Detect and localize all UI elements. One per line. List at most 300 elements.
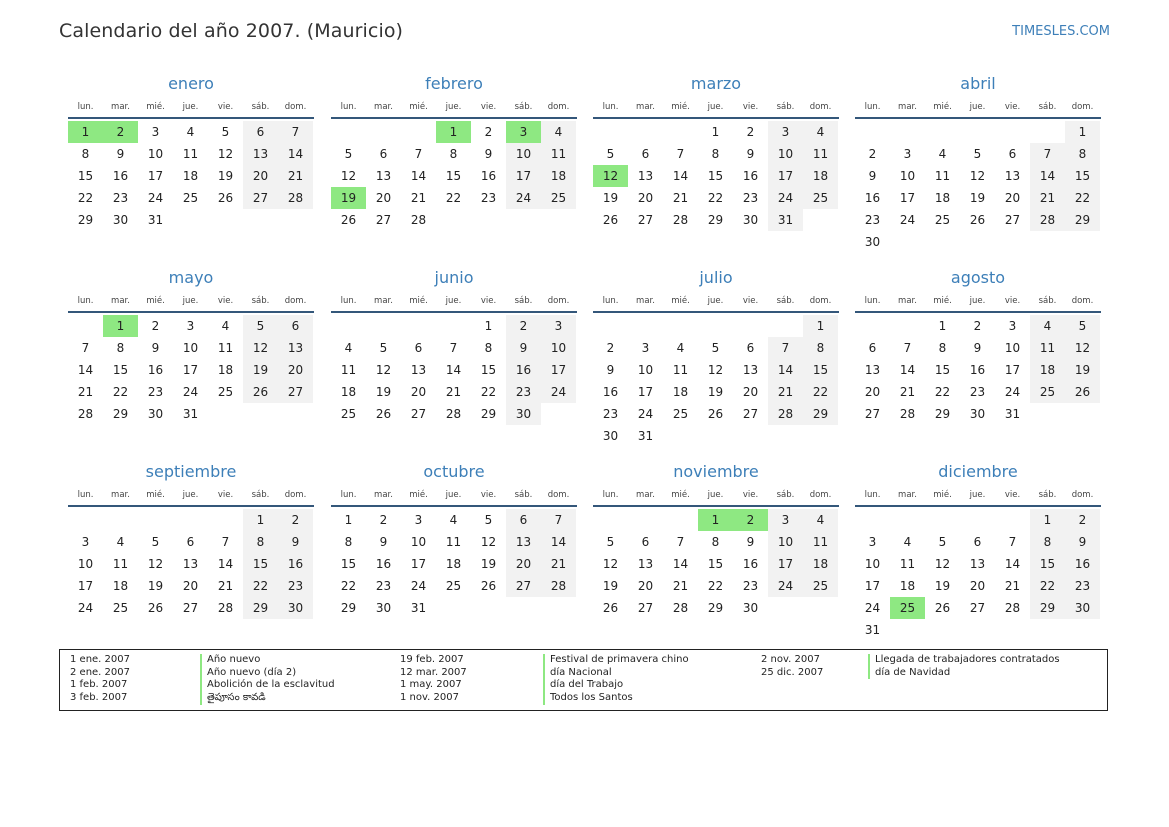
- day-cell: 12: [243, 337, 278, 359]
- day-cell: 8: [449, 147, 458, 161]
- day-grid: [593, 121, 839, 253]
- day-cell: 18: [672, 385, 689, 399]
- day-cell: 4: [116, 535, 125, 549]
- legend-holiday-name: Abolición de la esclavitud: [200, 679, 335, 692]
- day-cell: 17: [541, 359, 576, 381]
- day-cell: 30: [742, 213, 759, 227]
- weekday-label: mar.: [898, 296, 917, 306]
- day-cell: 24: [637, 407, 654, 421]
- month-febrero: [331, 73, 577, 253]
- day-cell: 23: [864, 213, 881, 227]
- day-cell: 29: [480, 407, 497, 421]
- weekday-label: mié.: [671, 490, 690, 500]
- weekday-label: sáb.: [251, 102, 270, 112]
- weekday-label: jue.: [182, 490, 199, 500]
- weekday-header: [68, 485, 314, 507]
- day-cell: 9: [746, 147, 755, 161]
- day-cell: 3: [868, 535, 877, 549]
- weekday-label: jue.: [182, 296, 199, 306]
- legend-dates-col-1: [70, 654, 130, 705]
- day-cell: 6: [186, 535, 195, 549]
- weekday-label: lun.: [340, 490, 357, 500]
- weekday-label: jue.: [445, 296, 462, 306]
- day-cell: 24: [768, 575, 803, 597]
- day-cell: 23: [602, 407, 619, 421]
- day-cell: 25: [803, 187, 838, 209]
- day-cell: 9: [973, 341, 982, 355]
- day-cell: 5: [711, 341, 720, 355]
- month-name: septiembre: [145, 462, 237, 481]
- day-cell: 5: [243, 315, 278, 337]
- day-cell: 20: [278, 359, 313, 381]
- day-cell: 25: [445, 579, 462, 593]
- weekday-label: vie.: [480, 490, 497, 500]
- day-cell: 16: [864, 191, 881, 205]
- day-cell: 2: [484, 125, 493, 139]
- day-cell: 10: [768, 531, 803, 553]
- day-cell: 21: [1004, 579, 1021, 593]
- day-cell: 28: [899, 407, 916, 421]
- weekday-label: mié.: [933, 102, 952, 112]
- day-cell: 6: [641, 147, 650, 161]
- day-cell: 25: [541, 187, 576, 209]
- day-cell: 1: [1030, 509, 1065, 531]
- day-cell: 19: [480, 557, 497, 571]
- weekday-label: mié.: [146, 490, 165, 500]
- day-cell: 22: [480, 385, 497, 399]
- day-cell: 29: [1030, 597, 1065, 619]
- weekday-header: [855, 97, 1101, 119]
- day-cell: 17: [182, 363, 199, 377]
- day-cell: 23: [147, 385, 164, 399]
- weekday-label: vie.: [217, 102, 234, 112]
- day-cell: 9: [1065, 531, 1100, 553]
- day-cell: 17: [637, 385, 654, 399]
- day-cell: 23: [278, 575, 313, 597]
- day-cell: 16: [969, 363, 986, 377]
- day-cell: 19: [707, 385, 724, 399]
- day-cell: 25: [934, 213, 951, 227]
- day-cell: 1: [803, 315, 838, 337]
- day-cell: 20: [637, 191, 654, 205]
- day-cell: 12: [934, 557, 951, 571]
- day-cell: 27: [637, 601, 654, 615]
- day-cell: 10: [1004, 341, 1021, 355]
- day-cell: 29: [934, 407, 951, 421]
- day-cell: 5: [606, 535, 615, 549]
- day-cell: 23: [1065, 575, 1100, 597]
- legend-holiday-name: Llegada de trabajadores contratados: [868, 654, 1060, 667]
- day-cell: 8: [243, 531, 278, 553]
- legend-holiday-name: día del Trabajo: [543, 679, 689, 692]
- day-cell: 20: [637, 579, 654, 593]
- weekday-label: mié.: [933, 296, 952, 306]
- legend-date: 2 ene. 2007: [70, 666, 130, 678]
- legend-holiday-name: తైపూసం కావడి: [200, 692, 335, 705]
- weekday-header: [593, 97, 839, 119]
- weekday-label: mar.: [636, 296, 655, 306]
- day-cell: 15: [243, 553, 278, 575]
- weekday-label: vie.: [217, 296, 234, 306]
- weekday-label: dom.: [809, 102, 832, 112]
- day-cell: 8: [803, 337, 838, 359]
- day-cell: 7: [278, 121, 313, 143]
- day-cell: 27: [506, 575, 541, 597]
- month-julio: [593, 267, 839, 447]
- weekday-label: lun.: [602, 102, 619, 112]
- day-cell: 12: [340, 169, 357, 183]
- day-cell: 25: [112, 601, 129, 615]
- month-enero: [68, 73, 314, 253]
- day-cell: 29: [707, 601, 724, 615]
- day-cell: 12: [217, 147, 234, 161]
- page-title: Calendario del año 2007. (Mauricio): [59, 20, 404, 42]
- day-cell: 4: [541, 121, 576, 143]
- weekday-header: [855, 291, 1101, 313]
- weekday-label: lun.: [602, 490, 619, 500]
- weekday-label: sáb.: [514, 490, 533, 500]
- weekday-label: mié.: [933, 490, 952, 500]
- day-cell: 10: [637, 363, 654, 377]
- day-cell: 10: [410, 535, 427, 549]
- holiday-day-cell: 3: [506, 121, 541, 143]
- day-cell: 9: [379, 535, 388, 549]
- holiday-day-cell: 19: [331, 187, 366, 209]
- weekday-label: lun.: [77, 296, 94, 306]
- day-cell: 29: [112, 407, 129, 421]
- day-cell: 20: [375, 191, 392, 205]
- day-cell: 30: [742, 601, 759, 615]
- legend-holiday-name: día Nacional: [543, 667, 689, 680]
- weekday-label: sáb.: [514, 102, 533, 112]
- day-cell: 26: [707, 407, 724, 421]
- day-cell: 21: [672, 191, 689, 205]
- weekday-label: sáb.: [251, 490, 270, 500]
- day-cell: 28: [768, 403, 803, 425]
- day-cell: 2: [746, 125, 755, 139]
- day-cell: 13: [506, 531, 541, 553]
- day-cell: 22: [803, 381, 838, 403]
- day-cell: 14: [672, 169, 689, 183]
- day-cell: 4: [903, 535, 912, 549]
- holiday-day-cell: 12: [593, 165, 628, 187]
- day-cell: 1: [711, 125, 720, 139]
- month-junio: [331, 267, 577, 447]
- legend-names-col-1: [200, 654, 335, 705]
- weekday-label: dom.: [547, 102, 570, 112]
- day-cell: 15: [934, 363, 951, 377]
- day-cell: 7: [541, 509, 576, 531]
- day-cell: 31: [410, 601, 427, 615]
- day-cell: 26: [243, 381, 278, 403]
- day-cell: 30: [375, 601, 392, 615]
- day-cell: 16: [112, 169, 129, 183]
- day-cell: 23: [742, 191, 759, 205]
- day-cell: 11: [672, 363, 689, 377]
- weekday-label: jue.: [707, 102, 724, 112]
- day-cell: 4: [221, 319, 230, 333]
- day-cell: 16: [602, 385, 619, 399]
- day-cell: 9: [151, 341, 160, 355]
- weekday-label: mié.: [146, 102, 165, 112]
- day-cell: 7: [1030, 143, 1065, 165]
- day-cell: 8: [344, 535, 353, 549]
- day-cell: 7: [81, 341, 90, 355]
- day-cell: 18: [541, 165, 576, 187]
- day-cell: 15: [480, 363, 497, 377]
- day-cell: 20: [182, 579, 199, 593]
- day-cell: 2: [506, 315, 541, 337]
- legend-date: 1 nov. 2007: [400, 692, 459, 704]
- day-cell: 10: [768, 143, 803, 165]
- day-cell: 30: [1065, 597, 1100, 619]
- day-cell: 23: [112, 191, 129, 205]
- day-cell: 5: [606, 147, 615, 161]
- weekday-label: vie.: [1004, 102, 1021, 112]
- day-cell: 27: [243, 187, 278, 209]
- day-cell: 13: [637, 169, 654, 183]
- legend-date: 3 feb. 2007: [70, 692, 128, 704]
- day-grid: [855, 509, 1101, 641]
- day-cell: 20: [864, 385, 881, 399]
- day-cell: 22: [77, 191, 94, 205]
- day-cell: 19: [147, 579, 164, 593]
- day-cell: 18: [112, 579, 129, 593]
- day-cell: 26: [147, 601, 164, 615]
- day-cell: 29: [243, 597, 278, 619]
- day-cell: 5: [221, 125, 230, 139]
- weekday-label: mar.: [374, 102, 393, 112]
- weekday-label: jue.: [445, 102, 462, 112]
- weekday-header: [855, 485, 1101, 507]
- day-cell: 8: [938, 341, 947, 355]
- weekday-label: dom.: [1071, 490, 1094, 500]
- day-cell: 15: [707, 557, 724, 571]
- day-cell: 4: [449, 513, 458, 527]
- day-cell: 17: [1004, 363, 1021, 377]
- day-cell: 10: [541, 337, 576, 359]
- day-cell: 21: [278, 165, 313, 187]
- day-cell: 15: [1030, 553, 1065, 575]
- day-cell: 23: [506, 381, 541, 403]
- day-cell: 19: [375, 385, 392, 399]
- day-cell: 3: [903, 147, 912, 161]
- month-septiembre: [68, 461, 314, 641]
- day-cell: 11: [217, 341, 234, 355]
- legend-date: 2 nov. 2007: [761, 654, 820, 665]
- day-cell: 12: [602, 557, 619, 571]
- holiday-day-cell: 1: [103, 315, 138, 337]
- day-cell: 9: [278, 531, 313, 553]
- brand-link[interactable]: TIMESLES.COM: [1012, 24, 1110, 39]
- day-grid: [593, 315, 839, 447]
- month-octubre: [331, 461, 577, 641]
- weekday-header: [331, 291, 577, 313]
- day-cell: 24: [506, 187, 541, 209]
- month-abril: [855, 73, 1101, 253]
- weekday-label: dom.: [809, 490, 832, 500]
- day-cell: 3: [768, 509, 803, 531]
- legend-holiday-name: Festival de primavera chino: [543, 654, 689, 667]
- month-name: febrero: [425, 74, 483, 93]
- weekday-label: vie.: [742, 102, 759, 112]
- day-grid: [331, 121, 577, 253]
- weekday-label: lun.: [864, 102, 881, 112]
- day-cell: 13: [864, 363, 881, 377]
- weekday-header: [331, 485, 577, 507]
- day-cell: 21: [217, 579, 234, 593]
- day-cell: 3: [641, 341, 650, 355]
- day-cell: 21: [541, 553, 576, 575]
- day-cell: 8: [81, 147, 90, 161]
- day-cell: 9: [606, 363, 615, 377]
- day-cell: 10: [864, 557, 881, 571]
- day-cell: 11: [899, 557, 916, 571]
- day-cell: 28: [410, 213, 427, 227]
- day-cell: 9: [116, 147, 125, 161]
- day-cell: 24: [899, 213, 916, 227]
- day-cell: 18: [340, 385, 357, 399]
- day-cell: 30: [278, 597, 313, 619]
- legend-holiday-name: Año nuevo (día 2): [200, 667, 335, 680]
- day-cell: 9: [484, 147, 493, 161]
- day-cell: 19: [602, 579, 619, 593]
- day-cell: 4: [344, 341, 353, 355]
- day-cell: 28: [217, 601, 234, 615]
- weekday-label: mié.: [409, 102, 428, 112]
- weekday-label: dom.: [1071, 102, 1094, 112]
- day-cell: 19: [217, 169, 234, 183]
- weekday-label: vie.: [480, 102, 497, 112]
- month-noviembre: [593, 461, 839, 641]
- weekday-label: jue.: [969, 490, 986, 500]
- day-cell: 10: [147, 147, 164, 161]
- day-cell: 14: [77, 363, 94, 377]
- legend-names-col-2: [543, 654, 689, 705]
- legend-holiday-name: día de Navidad: [868, 667, 1060, 680]
- day-cell: 6: [1008, 147, 1017, 161]
- day-cell: 24: [864, 601, 881, 615]
- day-cell: 27: [1004, 213, 1021, 227]
- weekday-header: [331, 97, 577, 119]
- day-cell: 11: [803, 531, 838, 553]
- weekday-label: sáb.: [251, 296, 270, 306]
- day-cell: 6: [278, 315, 313, 337]
- legend-dates-col-3: [761, 654, 823, 679]
- holiday-day-cell: 1: [436, 121, 471, 143]
- day-cell: 24: [1004, 385, 1021, 399]
- day-cell: 6: [379, 147, 388, 161]
- day-cell: 13: [410, 363, 427, 377]
- weekday-label: lun.: [864, 296, 881, 306]
- day-cell: 25: [182, 191, 199, 205]
- day-cell: 7: [414, 147, 423, 161]
- day-cell: 4: [186, 125, 195, 139]
- day-cell: 30: [602, 429, 619, 443]
- day-cell: 28: [1030, 209, 1065, 231]
- day-cell: 1: [1065, 121, 1100, 143]
- weekday-label: sáb.: [776, 296, 795, 306]
- day-cell: 17: [147, 169, 164, 183]
- legend-date: 1 feb. 2007: [70, 679, 128, 691]
- day-cell: 3: [186, 319, 195, 333]
- month-name: junio: [434, 268, 474, 287]
- weekday-label: dom.: [809, 296, 832, 306]
- day-cell: 21: [410, 191, 427, 205]
- day-cell: 3: [541, 315, 576, 337]
- day-cell: 15: [803, 359, 838, 381]
- weekday-label: mar.: [898, 102, 917, 112]
- day-cell: 2: [151, 319, 160, 333]
- day-cell: 11: [541, 143, 576, 165]
- day-cell: 19: [969, 191, 986, 205]
- day-cell: 28: [77, 407, 94, 421]
- day-cell: 15: [340, 557, 357, 571]
- weekday-label: sáb.: [1038, 296, 1057, 306]
- day-cell: 1: [243, 509, 278, 531]
- day-cell: 8: [484, 341, 493, 355]
- day-cell: 1: [484, 319, 493, 333]
- day-cell: 14: [217, 557, 234, 571]
- day-cell: 21: [768, 381, 803, 403]
- day-cell: 24: [410, 579, 427, 593]
- weekday-header: [593, 291, 839, 313]
- weekday-label: jue.: [182, 102, 199, 112]
- day-cell: 26: [375, 407, 392, 421]
- month-name: octubre: [423, 462, 485, 481]
- day-cell: 22: [1065, 187, 1100, 209]
- day-cell: 12: [147, 557, 164, 571]
- day-cell: 26: [217, 191, 234, 205]
- legend-holiday-name: Todos los Santos: [543, 692, 689, 705]
- weekday-header: [593, 485, 839, 507]
- weekday-label: dom.: [284, 102, 307, 112]
- day-cell: 6: [414, 341, 423, 355]
- weekday-label: vie.: [217, 490, 234, 500]
- weekday-label: sáb.: [1038, 102, 1057, 112]
- day-cell: 17: [864, 579, 881, 593]
- day-cell: 16: [375, 557, 392, 571]
- day-cell: 8: [1065, 143, 1100, 165]
- day-cell: 18: [182, 169, 199, 183]
- day-cell: 6: [243, 121, 278, 143]
- day-cell: 13: [969, 557, 986, 571]
- day-cell: 5: [1065, 315, 1100, 337]
- weekday-label: mar.: [636, 490, 655, 500]
- day-cell: 28: [445, 407, 462, 421]
- day-grid: [593, 509, 839, 641]
- day-cell: 31: [768, 209, 803, 231]
- day-cell: 23: [480, 191, 497, 205]
- weekday-label: lun.: [340, 102, 357, 112]
- day-cell: 9: [746, 535, 755, 549]
- day-cell: 21: [899, 385, 916, 399]
- day-cell: 11: [112, 557, 129, 571]
- weekday-label: mar.: [374, 296, 393, 306]
- holiday-day-cell: 25: [890, 597, 925, 619]
- day-cell: 23: [375, 579, 392, 593]
- day-cell: 15: [77, 169, 94, 183]
- day-cell: 2: [868, 147, 877, 161]
- day-cell: 2: [278, 509, 313, 531]
- day-cell: 15: [707, 169, 724, 183]
- day-cell: 11: [340, 363, 357, 377]
- day-cell: 11: [934, 169, 951, 183]
- weekday-label: vie.: [480, 296, 497, 306]
- month-name: noviembre: [673, 462, 759, 481]
- day-cell: 7: [221, 535, 230, 549]
- day-cell: 30: [112, 213, 129, 227]
